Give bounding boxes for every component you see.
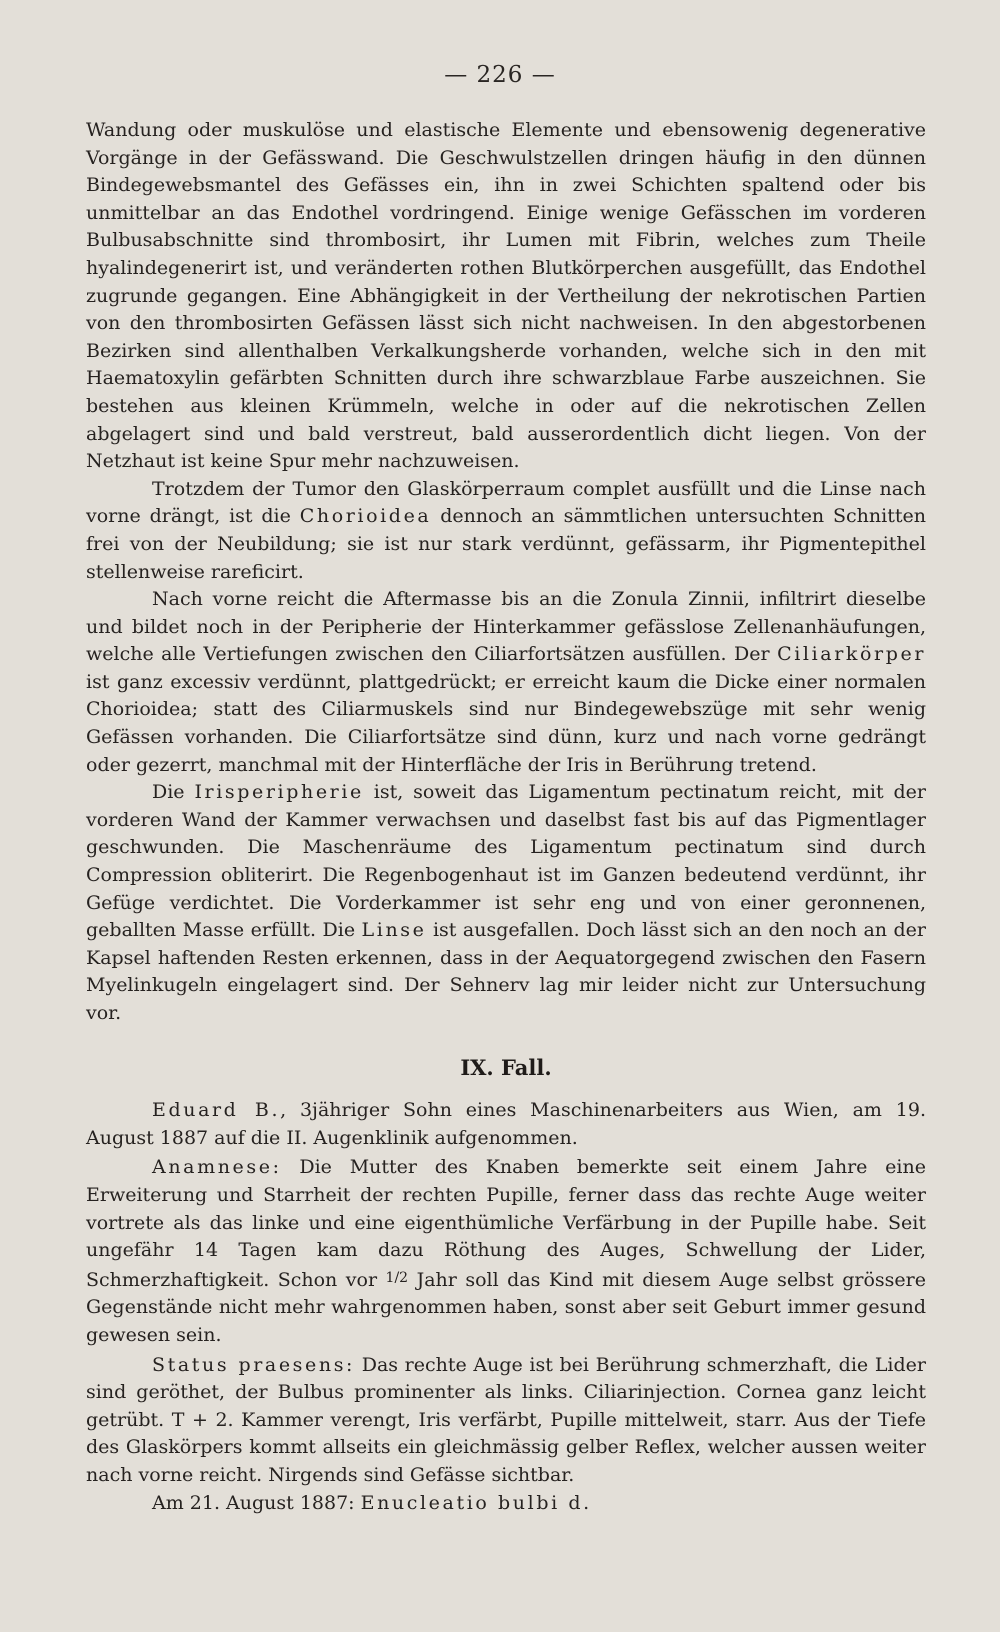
paragraph-text: Die bbox=[152, 781, 195, 804]
paragraph-status-praesens bbox=[86, 1352, 926, 1490]
paragraph-text: ist, soweit das Ligamentum pectinatum reicht, mit der vorderen Wand der Kammer verwachsen und daselbst fast bis auf das Pigmentlager geschwunden. Die Maschenräume des Ligamentum pectinatum sind durch Compression obliterirt. Die Regenbogenhaut ist im Ganzen bedeutend verdünnt, ihr Gefüge verdichtet. Die Vorderkammer ist sehr eng und von einer geronnenen, geballten Masse erfüllt. Die bbox=[86, 781, 926, 942]
paragraph-text: Die Mutter des Knaben bemerkte seit einem Jahre eine Erweiterung und Starrheit der rechten Pupille, ferner dass das rechte Auge weiter vortrete als das linke und eine eigenthümliche Verfärbung in der Pupille habe. Seit ungefähr 14 Tagen kam dazu Röthung des Auges, Schwellung der Lider, Schmerzhaftigkeit. Schon vor bbox=[86, 1156, 926, 1291]
paragraph-patient bbox=[86, 1097, 926, 1152]
spaced-term: Linse bbox=[361, 919, 427, 942]
paragraph-anamnese bbox=[86, 1154, 926, 1349]
paragraph-ciliarkoerper bbox=[86, 586, 926, 779]
spaced-term: Anamnese: bbox=[152, 1156, 282, 1179]
paragraph-text: ist ganz excessiv verdünnt, plattgedrückt; er erreicht kaum die Dicke einer normalen Chorioidea; statt des Ciliarmuskels sind nur Bindegewebszüge mit sehr wenig Gefässen vorhanden. Die Ciliarfortsätze sind dünn, kurz und nach vorne gedrängt oder gezerrt, manchmal mit der Hinterfläche der Iris in Berührung tretend. bbox=[86, 670, 926, 776]
paragraph-text: Jahr soll das Kind mit diesem Auge selbst grössere Gegenstände nicht mehr wahrgenommen haben, sonst aber seit Geburt immer gesund gewesen sein. bbox=[86, 1268, 927, 1346]
fraction: 1/2 bbox=[385, 1269, 409, 1286]
paragraph-chorioidea bbox=[86, 476, 926, 586]
spaced-term: Chorioidea bbox=[299, 505, 432, 528]
paragraph-enucleatio bbox=[86, 1490, 926, 1518]
paragraph-text: Trotzdem der Tumor den Glaskörperraum complet ausfüllt und die Linse nach vorne drängt, ist die bbox=[86, 477, 926, 528]
spaced-term: Ciliarkörper bbox=[777, 643, 926, 666]
paragraph-tumor-vessels: Wandung oder muskulöse und elastische Elemente und ebensowenig degenerative Vorgänge in der Gefässwand. Die Geschwulstzellen dringen häufig in den dünnen Bindegewebsmantel des Gefässes ein, ihn in zwei Schichten spaltend oder bis unmittelbar an das Endothel vordringend. Einige wenige Gefässchen im vorderen Bulbusabschnitte sind thrombosirt, ihr Lumen mit Fibrin, welches zum Theile hyalindegenerirt ist, und veränderten rothen Blutkörperchen ausgefüllt, das Endothel zugrunde gegangen. Eine Abhängigkeit in der Vertheilung der nekrotischen Partien von den thrombosirten Gefässen lässt sich nicht nachweisen. In den abgestorbenen Bezirken sind allenthalben Verkalkungsherde vorhanden, welche sich in den mit Haematoxylin gefärbten Schnitten durch ihre schwarzblaue Farbe auszeichnen. Sie bestehen aus kleinen Krümmeln, welche in oder auf die nekrotischen Zellen abgelagert sind und bald verstreut, bald ausserordentlich dicht liegen. Von der Netzhaut ist keine Spur mehr nachzuweisen. bbox=[86, 119, 926, 473]
body-text bbox=[86, 117, 926, 1517]
case-heading: IX. Fall. bbox=[460, 1054, 552, 1080]
spaced-term: Status praesens: bbox=[152, 1353, 356, 1376]
paragraph-text: , 3jähriger Sohn eines Maschinenarbeiters aus Wien, am 19. August 1887 auf die II. Augenklinik aufgenommen. bbox=[86, 1099, 926, 1149]
paragraph-text: dennoch an sämmtlichen untersuchten Schnitten frei von der Neubildung; sie ist nur stark verdünnt, gefässarm, ihr Pigmentepithel stellenweise rareficirt. bbox=[86, 505, 926, 583]
paragraph-text: Das rechte Auge ist bei Berührung schmerzhaft, die Lider sind geröthet, der Bulbus prominenter als links. Ciliarinjection. Cornea ganz leicht getrübt. T + 2. Kammer verengt, Iris verfärbt, Pupille mittelweit, starr. Aus der Tiefe des Glaskörpers kommt allseits ein gleichmässig gelber Reflex, welcher aussen weiter nach vorne reicht. Nirgends sind Gefässe sichtbar. bbox=[86, 1353, 926, 1486]
paragraph-irisperipherie bbox=[86, 779, 926, 1027]
paragraph-text: Am 21. August 1887: bbox=[152, 1491, 361, 1514]
paragraph-text: Nach vorne reicht die Aftermasse bis an die Zonula Zinnii, infiltrirt dieselbe und bildet noch in der Peripherie der Hinterkammer gefässlose Zellenanhäufungen, welche alle Vertiefungen zwischen den Ciliarfortsätzen ausfüllen. Der bbox=[86, 588, 926, 666]
spaced-term: Enucleatio bulbi d. bbox=[360, 1491, 592, 1514]
page-number: — 226 — bbox=[444, 62, 556, 88]
paragraph-text: ist ausgefallen. Doch lässt sich an den noch an der Kapsel haftenden Resten erkennen, dass in der Aequatorgegend zwischen den Fasern Myelinkugeln eingelagert sind. Der Sehnerv lag mir leider nicht zur Untersuchung vor. bbox=[86, 919, 926, 1024]
spaced-term: Eduard B. bbox=[152, 1099, 281, 1122]
spaced-term: Irisperipherie bbox=[194, 781, 364, 804]
